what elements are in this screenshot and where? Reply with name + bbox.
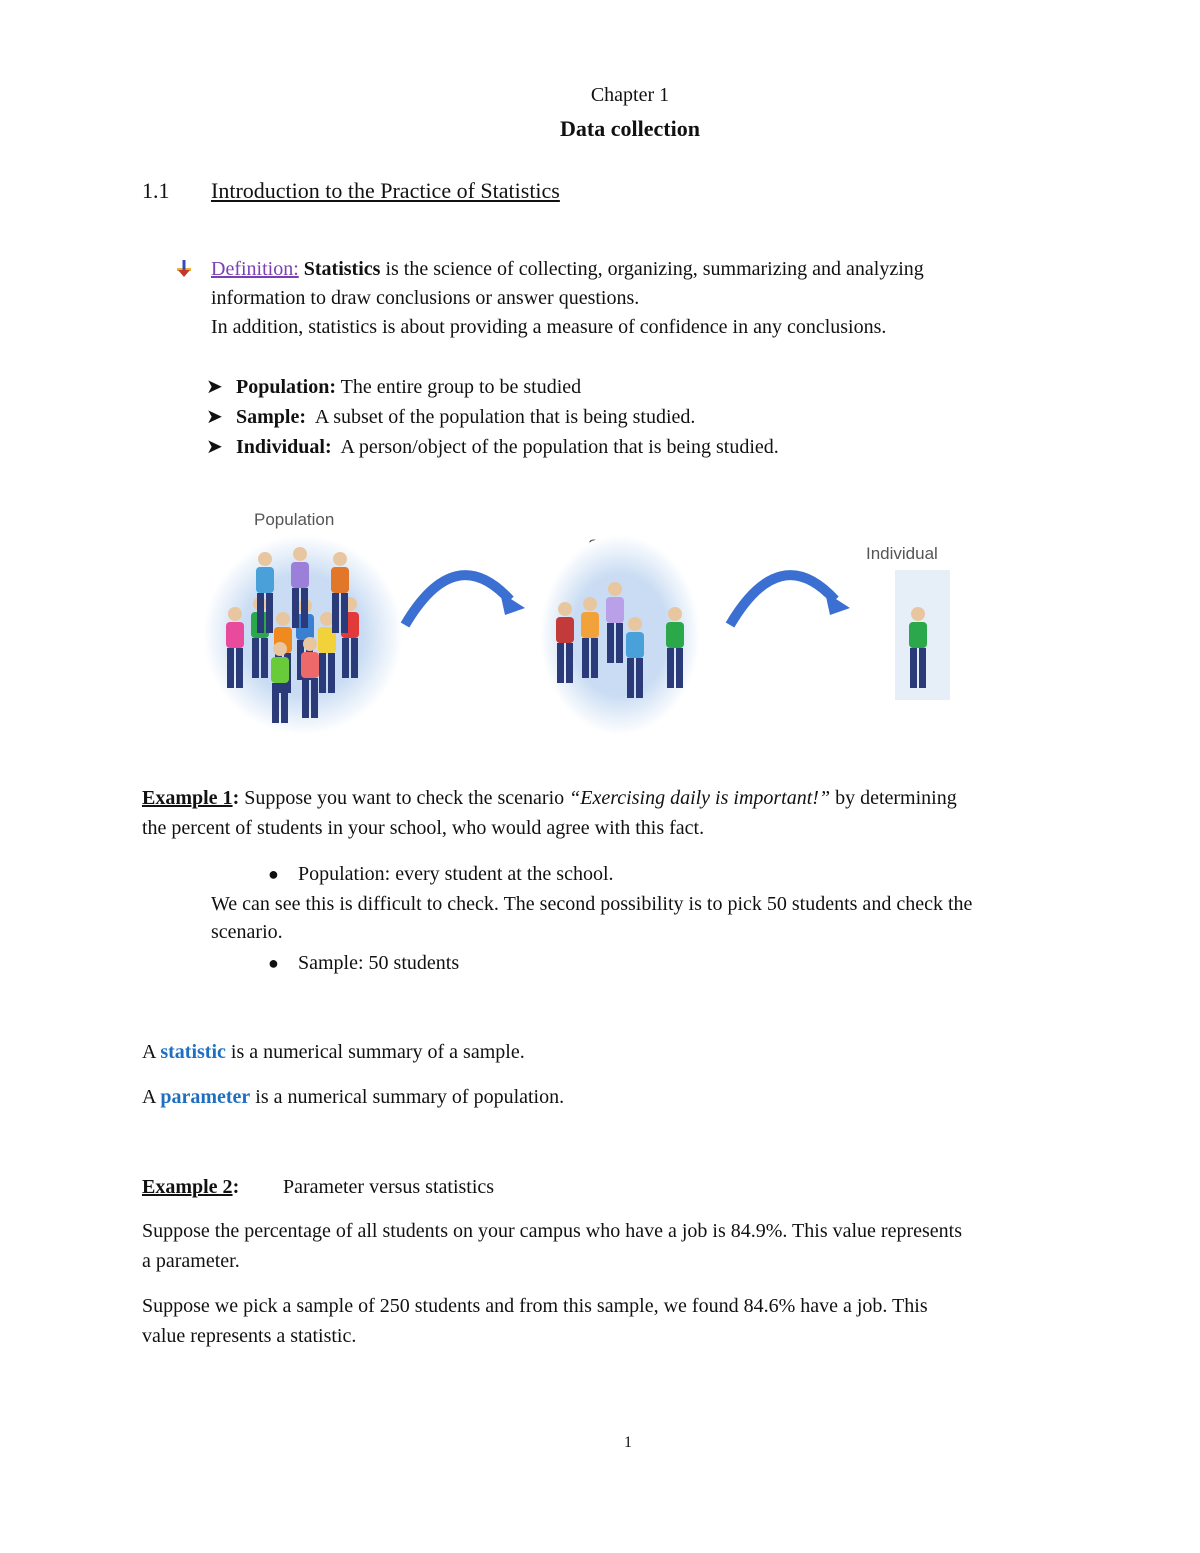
arrow-down-bullet-icon: [174, 258, 194, 278]
example1-paragraph-line-1: We can see this is difficult to check. The second possibility is to pick 50 students and check the: [211, 893, 973, 915]
population-sample-individual-figure: [205, 530, 975, 740]
parameter-term: parameter: [160, 1086, 251, 1108]
example2-paragraph-2-line-2: value represents a statistic.: [142, 1325, 357, 1347]
example1-colon: :: [232, 787, 240, 809]
chapter-number: Chapter 1: [590, 84, 670, 106]
page-number: 1: [624, 1434, 632, 1451]
sample-group-image: [540, 535, 700, 735]
bullet-dot-icon: ●: [268, 953, 279, 973]
term-label: Sample:: [236, 406, 306, 428]
example2-paragraph-1-line-1: Suppose the percentage of all students on your campus who have a job is 84.9%. This value represents: [142, 1220, 962, 1242]
example1-line-1: [142, 787, 957, 810]
parameter-article: A: [142, 1086, 161, 1108]
example1-bullet-sample: [268, 952, 459, 975]
example1-bullet-population: [268, 863, 614, 886]
example1-label: Example 1: [142, 787, 233, 809]
population-group-image: [205, 535, 403, 735]
definition-label: Definition:: [211, 258, 299, 280]
example2-paragraph-1-line-2: a parameter.: [142, 1250, 240, 1272]
bullet-dot-icon: ●: [268, 864, 279, 884]
figure-label-population: Population: [254, 510, 335, 529]
example2-heading: [142, 1176, 239, 1199]
arrowhead-bullet-icon: ➤: [206, 406, 223, 428]
definition-term: Statistics: [303, 258, 381, 280]
term-item-population: [206, 374, 581, 399]
example2-colon: :: [232, 1176, 240, 1198]
example1-quote: “Exercising daily is important!”: [569, 787, 831, 809]
definition-text: is the science of collecting, organizing, summarizing and analyzing: [380, 258, 924, 280]
definition-line-2: information to draw conclusions or answer questions.: [211, 287, 640, 309]
individual-person-image: [895, 570, 950, 700]
definition-line-3: In addition, statistics is about providing a measure of confidence in any conclusions.: [211, 316, 887, 338]
term-text: A person/object of the population that is being studied.: [331, 436, 779, 458]
term-label: Population:: [236, 376, 337, 398]
term-label: Individual:: [236, 436, 332, 458]
statistic-article: A: [142, 1041, 161, 1063]
figure-label-individual: Individual: [866, 544, 938, 563]
example1-text: Suppose you want to check the scenario: [239, 787, 570, 809]
term-item-sample: [206, 404, 695, 429]
curved-arrow-icon: [405, 575, 525, 625]
section-number: 1.1: [142, 178, 170, 203]
curved-arrow-icon: [730, 575, 850, 625]
example2-label: Example 2: [142, 1176, 233, 1198]
example2-paragraph-2-line-1: Suppose we pick a sample of 250 students and from this sample, we found 84.6% have a job. This: [142, 1295, 928, 1317]
statistic-term: statistic: [160, 1041, 226, 1063]
statistic-definition: [142, 1041, 525, 1064]
definition-line-1: [211, 258, 924, 281]
arrowhead-bullet-icon: ➤: [206, 436, 223, 458]
bullet-text: Population: every student at the school.: [298, 863, 614, 885]
example1-text: by determining: [830, 787, 957, 809]
example2-subtitle: Parameter versus statistics: [283, 1176, 495, 1198]
term-item-individual: [206, 434, 779, 459]
parameter-text: is a numerical summary of population.: [250, 1086, 565, 1108]
parameter-definition: [142, 1086, 564, 1109]
bullet-text: Sample: 50 students: [298, 952, 460, 974]
example1-paragraph-line-2: scenario.: [211, 921, 283, 943]
arrowhead-bullet-icon: ➤: [206, 376, 223, 398]
section-title: Introduction to the Practice of Statistics: [211, 178, 560, 203]
example1-line-2: the percent of students in your school, who would agree with this fact.: [142, 817, 705, 839]
term-text: A subset of the population that is being studied.: [306, 406, 696, 428]
chapter-title: Data collection: [560, 116, 700, 141]
term-text: The entire group to be studied: [336, 376, 582, 398]
statistic-text: is a numerical summary of a sample.: [225, 1041, 525, 1063]
